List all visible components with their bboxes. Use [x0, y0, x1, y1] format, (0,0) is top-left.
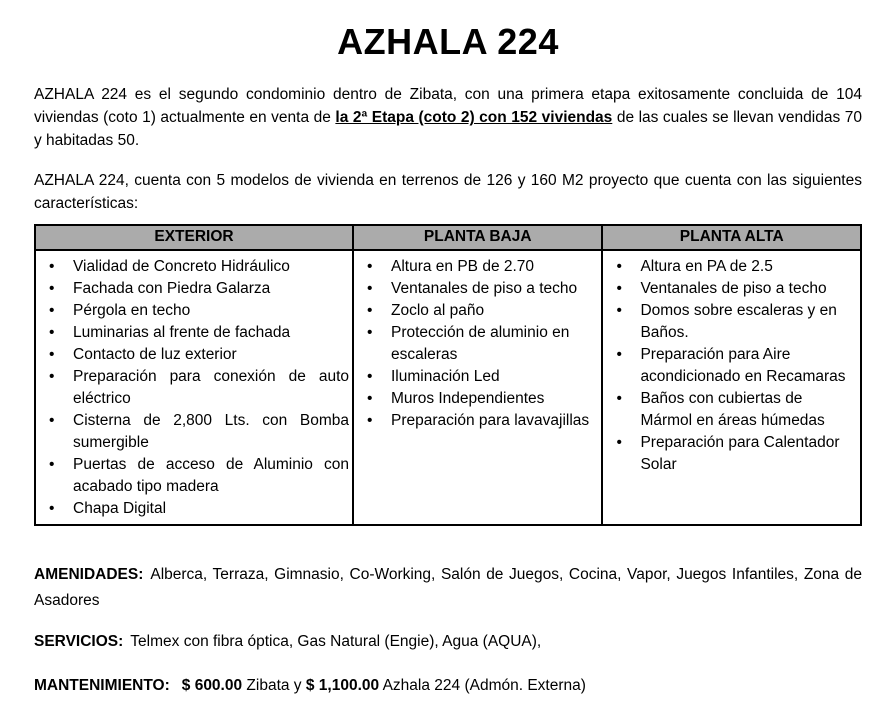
feature-list-item: • Preparación para conexión de auto eléctrico [36, 366, 349, 410]
table-header-planta-baja: PLANTA BAJA [353, 225, 602, 250]
feature-list-item: • Preparación para Aire acondicionado en Recamaras [603, 344, 857, 388]
models-paragraph: AZHALA 224, cuenta con 5 modelos de vivienda en terrenos de 126 y 160 M2 proyecto que cuenta con las siguientes características: [34, 172, 862, 212]
amenities-section [34, 562, 862, 614]
features-table-head [35, 225, 861, 250]
intro-highlight: la 2ª Etapa (coto 2) con 152 viviendas [335, 109, 613, 126]
feature-list-item: • Altura en PA de 2.5 [603, 256, 857, 278]
maintenance-section [34, 673, 862, 699]
page-title: AZHALA 224 [337, 21, 559, 62]
feature-list-item: • Cisterna de 2,800 Lts. con Bomba sumergible [36, 410, 349, 454]
cell-exterior [35, 250, 353, 525]
features-table [34, 224, 862, 526]
amenities-text: Alberca, Terraza, Gimnasio, Co-Working, Salón de Juegos, Cocina, Vapor, Juegos Infantiles, Zona de Asadores [34, 566, 862, 609]
feature-list-item: • Luminarias al frente de fachada [36, 322, 349, 344]
feature-list-item: • Iluminación Led [354, 366, 598, 388]
maintenance-text-zibata: Zibata y [242, 677, 306, 694]
exterior-feature-list [36, 256, 349, 520]
document-page [0, 22, 894, 702]
header-row [35, 225, 861, 250]
feature-list-item: • Protección de aluminio en escaleras [354, 322, 598, 366]
feature-list-item: • Chapa Digital [36, 498, 349, 520]
cell-planta-alta [602, 250, 861, 525]
feature-list-item: • Fachada con Piedra Galarza [36, 278, 349, 300]
feature-list-item: • Altura en PB de 2.70 [354, 256, 598, 278]
feature-list-item: • Baños con cubiertas de Mármol en áreas húmedas [603, 388, 857, 432]
table-header-exterior: EXTERIOR [35, 225, 353, 250]
table-header-planta-alta: PLANTA ALTA [602, 225, 861, 250]
feature-list-item: • Ventanales de piso a techo [603, 278, 857, 300]
services-label: SERVICIOS: [34, 633, 124, 650]
feature-list-item: • Domos sobre escaleras y en Baños. [603, 300, 857, 344]
maintenance-amount-zibata: $ 600.00 [181, 677, 243, 694]
services-text: Telmex con fibra óptica, Gas Natural (Engie), Agua (AQUA), [130, 633, 542, 650]
amenities-label: AMENIDADES: [34, 566, 144, 583]
feature-list-item: • Muros Independientes [354, 388, 598, 410]
feature-list-item: • Pérgola en techo [36, 300, 349, 322]
services-section [34, 629, 862, 655]
feature-list-item: • Puertas de acceso de Aluminio con acabado tipo madera [36, 454, 349, 498]
intro-paragraph [34, 83, 862, 152]
planta-alta-feature-list [603, 256, 857, 476]
planta-baja-feature-list [354, 256, 598, 432]
intro-text-after: de las cuales se llevan vendidas 70 y habitadas 50. [34, 109, 862, 149]
feature-list-item: • Vialidad de Concreto Hidráulico [36, 256, 349, 278]
feature-list-item: • Zoclo al paño [354, 300, 598, 322]
feature-list-item: • Contacto de luz exterior [36, 344, 349, 366]
feature-list-item: • Ventanales de piso a techo [354, 278, 598, 300]
features-table-body [35, 250, 861, 525]
intro-text-before: AZHALA 224 es el segundo condominio dentro de Zibata, con una primera etapa exitosamente concluida de 104 viviendas (coto 1) actualmente en venta de [34, 86, 862, 126]
feature-list-item: • Preparación para Calentador Solar [603, 432, 857, 476]
maintenance-text-azhala: Azhala 224 (Admón. Externa) [379, 677, 586, 694]
maintenance-amount-azhala: $ 1,100.00 [305, 677, 380, 694]
body-row [35, 250, 861, 525]
maintenance-label: MANTENIMIENTO: [34, 677, 170, 694]
feature-list-item: • Preparación para lavavajillas [354, 410, 598, 432]
cell-planta-baja [353, 250, 602, 525]
